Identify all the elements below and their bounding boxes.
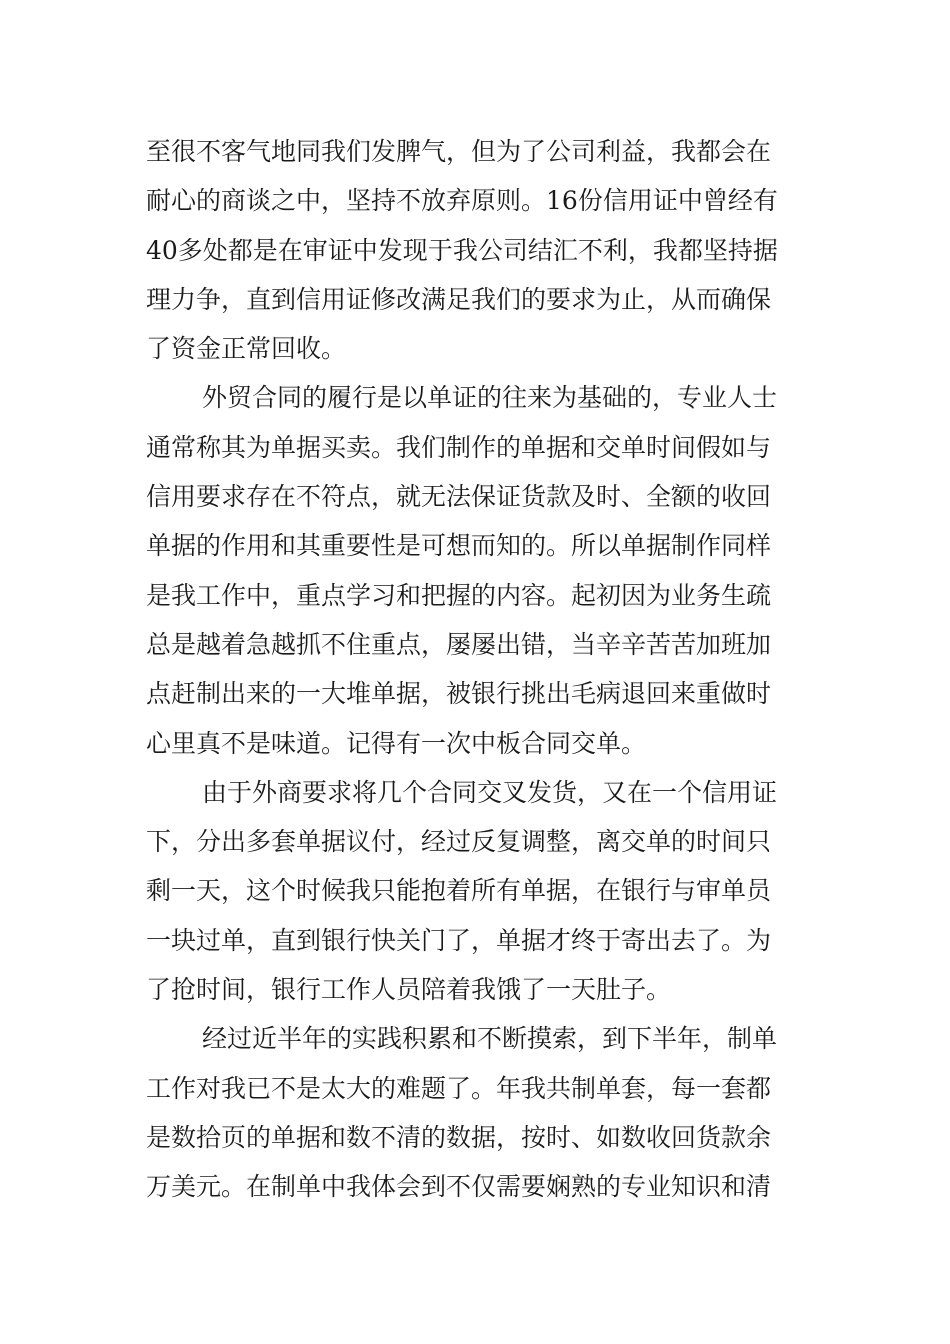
text-line: 心里真不是味道。记得有一次中板合同交单。	[146, 728, 647, 758]
text-line: 工作对我已不是太大的难题了。年我共制单套，每一套都	[146, 1073, 772, 1103]
text-line: 耐心的商谈之中，坚持不放弃原则。16份信用证中曾经有	[146, 186, 778, 216]
text-line: 40多处都是在审证中发现于我公司结汇不利，我都坚持据	[146, 235, 778, 265]
text-line: 是数拾页的单据和数不清的数据，按时、如数收回货款余	[146, 1122, 772, 1152]
text-line: 下，分出多套单据议付，经过反复调整，离交单的时间只	[146, 827, 772, 857]
text-line: 至很不客气地同我们发脾气，但为了公司利益，我都会在	[146, 137, 772, 166]
text-line: 万美元。在制单中我体会到不仅需要娴熟的专业知识和清	[146, 1172, 772, 1202]
paragraph-first-line: 由于外商要求将几个合同交叉发货，又在一个信用证	[202, 777, 778, 807]
body-text	[146, 127, 814, 1212]
text-line: 一块过单，直到银行快关门了，单据才终于寄出去了。为	[146, 925, 772, 955]
text-line: 了资金正常回收。	[146, 334, 347, 364]
text-line: 剩一天，这个时候我只能抱着所有单据，在银行与审单员	[146, 876, 772, 906]
paragraph-first-line: 经过近半年的实践积累和不断摸索，到下半年，制单	[202, 1024, 778, 1054]
text-line: 理力争，直到信用证修改满足我们的要求为止，从而确保	[146, 284, 772, 314]
paragraph-first-line: 外贸合同的履行是以单证的往来为基础的，专业人士	[202, 383, 778, 413]
text-line: 了抢时间，银行工作人员陪着我饿了一天肚子。	[146, 975, 672, 1005]
text-line: 是我工作中，重点学习和把握的内容。起初因为业务生疏	[146, 580, 772, 610]
text-line: 信用要求存在不符点，就无法保证货款及时、全额的收回	[146, 482, 772, 512]
text-line: 点赶制出来的一大堆单据，被银行挑出毛病退回来重做时	[146, 679, 772, 709]
text-line: 通常称其为单据买卖。我们制作的单据和交单时间假如与	[146, 432, 772, 462]
text-line: 总是越着急越抓不住重点，屡屡出错，当辛辛苦苦加班加	[146, 629, 772, 659]
text-line: 单据的作用和其重要性是可想而知的。所以单据制作同样	[146, 531, 772, 561]
